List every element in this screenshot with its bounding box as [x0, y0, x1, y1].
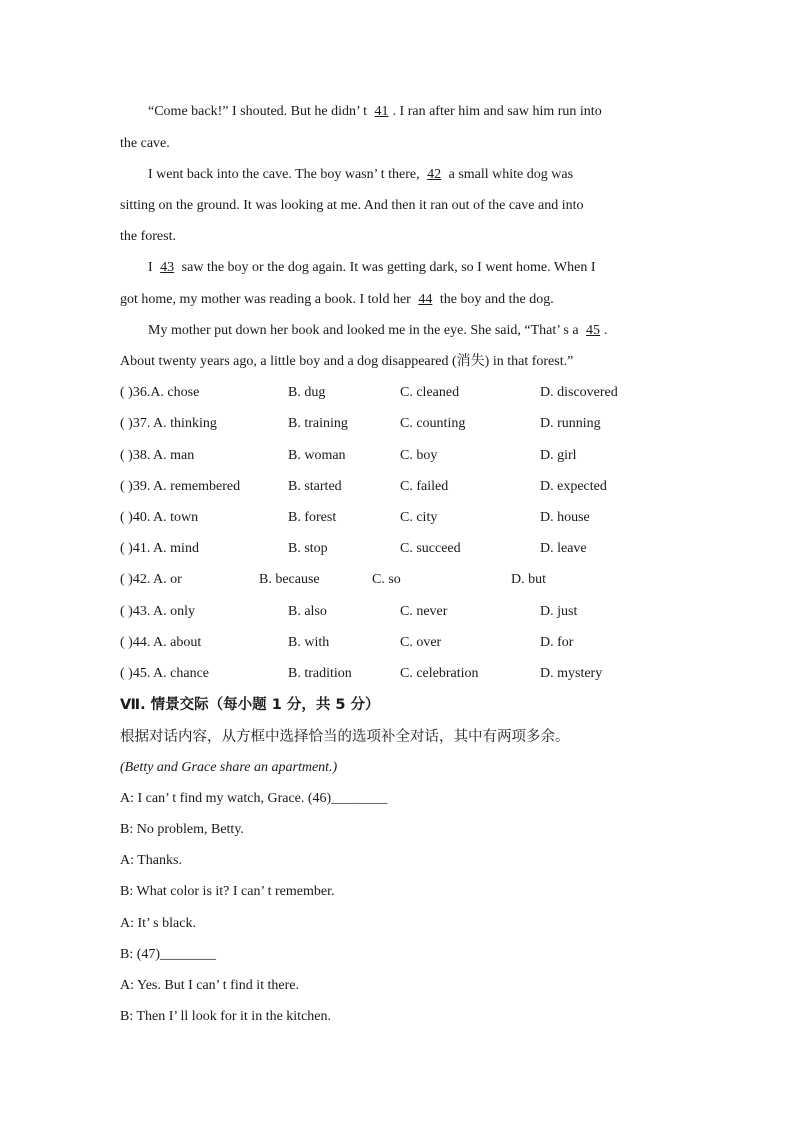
question-option-d: D. expected	[540, 479, 607, 494]
question-option-a: ( )38. A. man	[120, 448, 195, 463]
question-option-b: B. training	[288, 416, 348, 431]
passage-line: the forest.	[120, 229, 176, 244]
passage-text: the boy and the dog.	[439, 292, 554, 307]
question-option-a: ( )42. A. or	[120, 572, 182, 587]
question-option-d: D. leave	[540, 541, 587, 556]
question-option-b: B. started	[288, 479, 342, 494]
dialogue-line: A: I can’ t find my watch, Grace. (46)________	[120, 791, 388, 806]
passage-line	[120, 290, 680, 310]
question-option-c: C. cleaned	[400, 385, 460, 400]
question-option-d: D. running	[540, 416, 601, 431]
question-option-d: D. discovered	[540, 385, 618, 400]
dialogue-line: B: What color is it? I can’ t remember.	[120, 884, 335, 899]
question-option-c: C. counting	[400, 416, 466, 431]
question-option-b: B. dug	[288, 385, 326, 400]
blank-44: 44	[418, 292, 433, 307]
question-option-a: ( )45. A. chance	[120, 666, 210, 681]
question-option-c: C. so	[372, 572, 401, 587]
question-option-a: ( )41. A. mind	[120, 541, 199, 556]
passage-text: . I ran after him and saw him run into	[392, 104, 602, 119]
question-option-c: C. celebration	[400, 666, 479, 681]
question-option-c: C. failed	[400, 479, 449, 494]
passage-text: I	[148, 260, 153, 275]
dialogue-context: (Betty and Grace share an apartment.)	[120, 760, 338, 775]
passage-text: got home, my mother was reading a book. I told her	[120, 292, 411, 307]
passage-text: My mother put down her book and looked me in the eye. She said, “That’ s a	[148, 323, 579, 338]
section-heading: Ⅶ. 情景交际（每小题 1 分，共 5 分）	[120, 697, 380, 713]
question-option-b: B. forest	[288, 510, 337, 525]
question-option-a: ( )39. A. remembered	[120, 479, 241, 494]
question-option-a: ( )40. A. town	[120, 510, 199, 525]
passage-line	[148, 321, 708, 341]
section-instruction: 根据对话内容，从方框中选择恰当的选项补全对话，其中有两项多余。	[120, 729, 570, 745]
blank-43: 43	[160, 260, 175, 275]
question-option-d: D. girl	[540, 448, 577, 463]
question-option-d: D. just	[540, 604, 578, 619]
question-option-b: B. also	[288, 604, 327, 619]
question-option-c: C. over	[400, 635, 442, 650]
question-option-c: C. never	[400, 604, 448, 619]
passage-line	[148, 165, 708, 185]
question-option-a: ( )37. A. thinking	[120, 416, 217, 431]
dialogue-line: A: Yes. But I can’ t find it there.	[120, 978, 299, 993]
passage-text: I went back into the cave. The boy wasn’ t there,	[148, 167, 420, 182]
question-option-a: ( )44. A. about	[120, 635, 202, 650]
question-option-c: C. boy	[400, 448, 438, 463]
dialogue-line: A: It’ s black.	[120, 916, 196, 931]
question-option-d: D. but	[511, 572, 546, 587]
blank-45: 45	[586, 323, 601, 338]
question-option-b: B. stop	[288, 541, 328, 556]
question-option-c: C. succeed	[400, 541, 461, 556]
passage-text: saw the boy or the dog again. It was getting dark, so I went home. When I	[181, 260, 596, 275]
passage-line	[148, 258, 708, 278]
passage-text: a small white dog was	[448, 167, 574, 182]
question-option-c: C. city	[400, 510, 438, 525]
passage-text: .	[604, 323, 608, 338]
question-option-d: D. house	[540, 510, 590, 525]
question-option-d: D. mystery	[540, 666, 603, 681]
passage-line: sitting on the ground. It was looking at me. And then it ran out of the cave and into	[120, 198, 584, 213]
passage-text: “Come back!” I shouted. But he didn’ t	[148, 104, 368, 119]
question-option-b: B. because	[259, 572, 320, 587]
blank-41: 41	[374, 104, 389, 119]
dialogue-line: B: (47)________	[120, 947, 217, 962]
passage-line: the cave.	[120, 136, 170, 151]
question-option-b: B. tradition	[288, 666, 352, 681]
passage-line	[148, 102, 708, 122]
question-option-a: ( )43. A. only	[120, 604, 196, 619]
question-option-a: ( )36.A. chose	[120, 385, 200, 400]
blank-42: 42	[427, 167, 442, 182]
dialogue-line: B: No problem, Betty.	[120, 822, 244, 837]
dialogue-line: A: Thanks.	[120, 853, 182, 868]
question-option-b: B. woman	[288, 448, 346, 463]
question-option-b: B. with	[288, 635, 330, 650]
dialogue-line: B: Then I’ ll look for it in the kitchen.	[120, 1009, 331, 1024]
passage-line: About twenty years ago, a little boy and a dog disappeared (消失) in that forest.”	[120, 354, 574, 369]
question-option-d: D. for	[540, 635, 574, 650]
